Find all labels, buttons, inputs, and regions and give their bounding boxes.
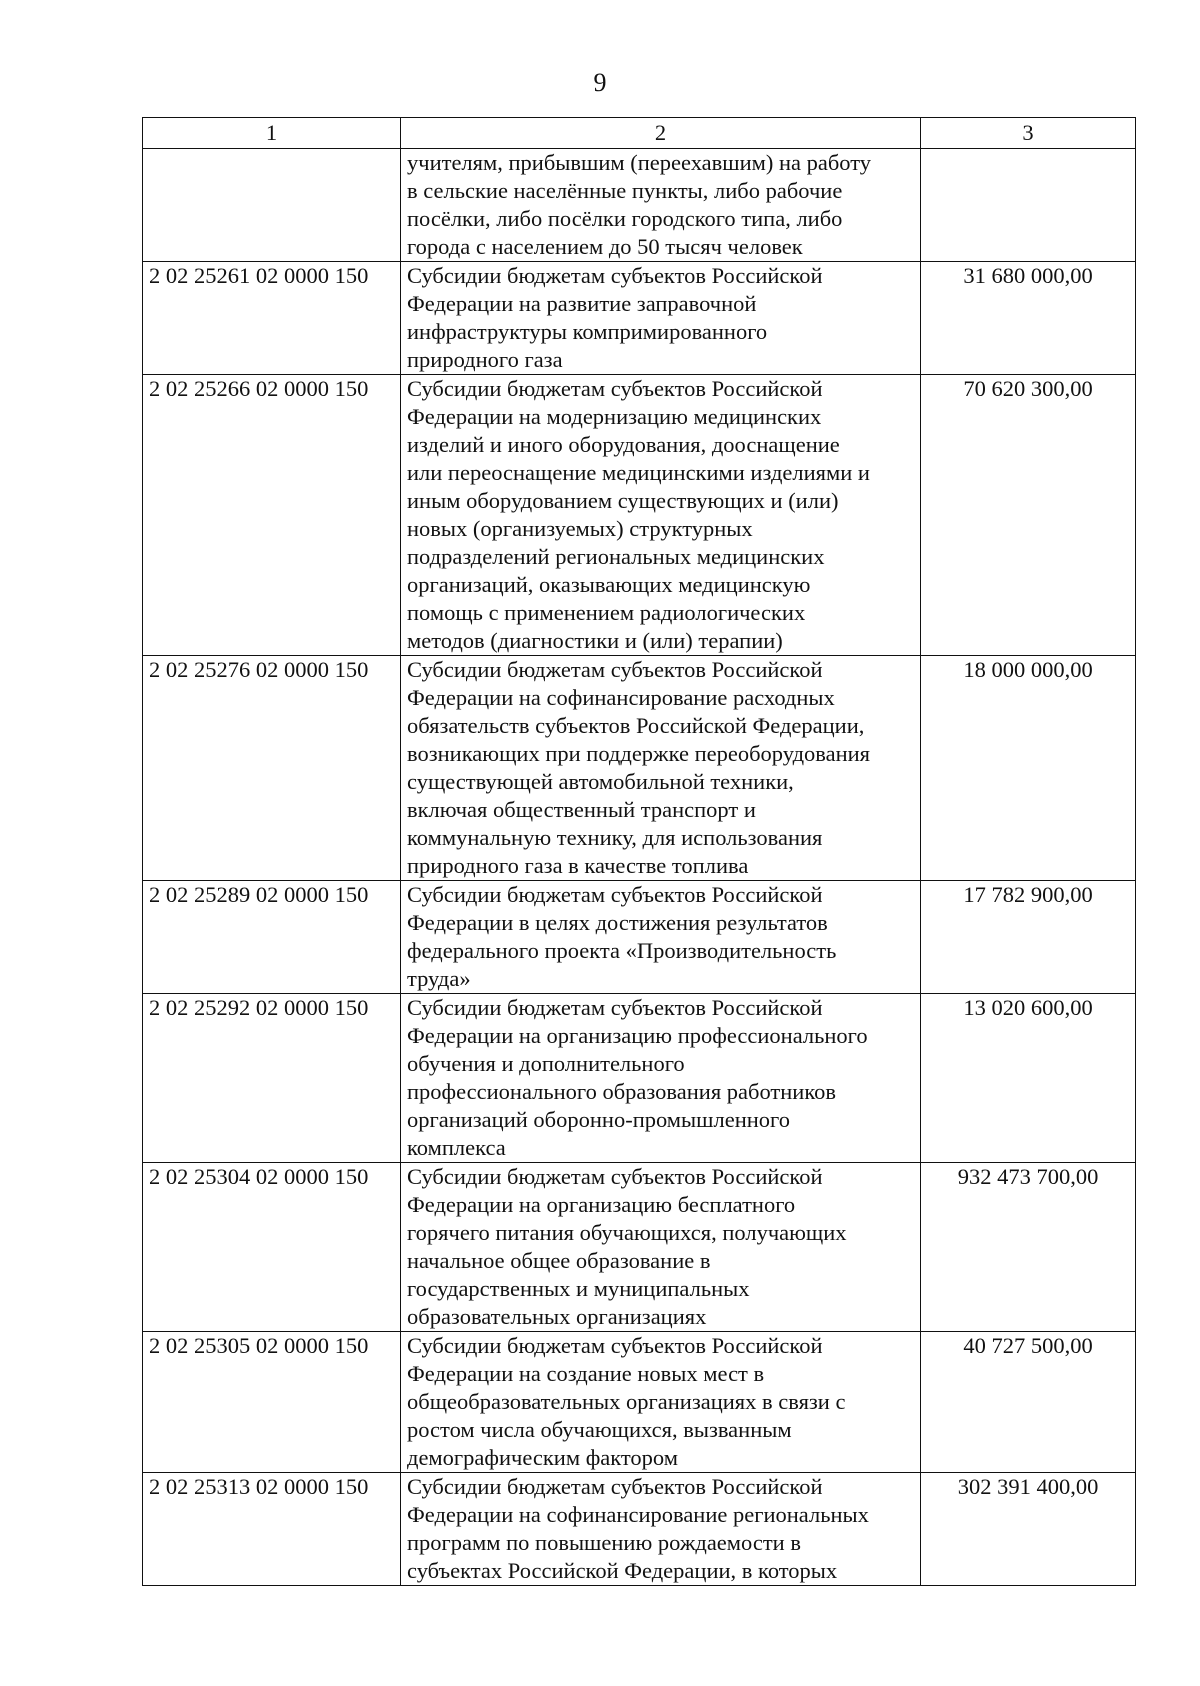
description-line: образовательных организациях [407,1304,707,1329]
description-line: субъектах Российской Федерации, в которых [407,1558,838,1583]
description-line: Федерации на создание новых мест в [407,1361,765,1386]
table-row [143,262,1136,375]
description-line: обязательств субъектов Российской Федерации, [407,713,865,738]
description-cell [401,1473,921,1586]
description-line: существующей автомобильной техники, [407,769,794,794]
amount-cell: 302 391 400,00 [921,1473,1136,1586]
description-line: природного газа в качестве топлива [407,853,749,878]
description-line: организаций оборонно-промышленного [407,1107,790,1132]
description-line: ростом числа обучающихся, вызванным [407,1417,792,1442]
description-cell [401,1332,921,1473]
description-line: города с населением до 50 тысяч человек [407,234,803,259]
description-line: Федерации на организацию профессионального [407,1023,868,1048]
budget-code-cell: 2 02 25305 02 0000 150 [143,1332,401,1473]
description-line: методов (диагностики и (или) терапии) [407,628,783,653]
description-line: профессионального образования работников [407,1079,837,1104]
table-row [143,994,1136,1163]
budget-code-cell: 2 02 25292 02 0000 150 [143,994,401,1163]
column-header-code: 1 [143,118,401,149]
description-line: коммунальную технику, для использования [407,825,823,850]
description-line: организаций, оказывающих медицинскую [407,572,811,597]
description-line: инфраструктуры компримированного [407,319,768,344]
amount-cell: 70 620 300,00 [921,375,1136,656]
description-line: демографическим фактором [407,1445,678,1470]
description-line: возникающих при поддержке переоборудования [407,741,871,766]
table-row [143,149,1136,262]
description-cell [401,994,921,1163]
budget-code-cell: 2 02 25313 02 0000 150 [143,1473,401,1586]
description-cell [401,375,921,656]
table-row [143,375,1136,656]
column-header-amount: 3 [921,118,1136,149]
description-cell [401,149,921,262]
budget-code-cell: 2 02 25276 02 0000 150 [143,656,401,881]
amount-cell: 18 000 000,00 [921,656,1136,881]
amount-cell: 31 680 000,00 [921,262,1136,375]
amount-cell: 40 727 500,00 [921,1332,1136,1473]
description-line: в сельские населённые пункты, либо рабочие [407,178,843,203]
description-line: государственных и муниципальных [407,1276,750,1301]
description-line: Федерации на модернизацию медицинских [407,404,822,429]
description-cell [401,881,921,994]
description-line: горячего питания обучающихся, получающих [407,1220,847,1245]
description-line: программ по повышению рождаемости в [407,1530,801,1555]
description-line: общеобразовательных организациях в связи с [407,1389,846,1414]
budget-code-cell: 2 02 25261 02 0000 150 [143,262,401,375]
description-line: Федерации на софинансирование расходных [407,685,835,710]
description-line: Субсидии бюджетам субъектов Российской [407,995,823,1020]
amount-cell: 17 782 900,00 [921,881,1136,994]
description-line: иным оборудованием существующих и (или) [407,488,839,513]
description-cell [401,262,921,375]
table-body [143,149,1136,1586]
amount-cell: 13 020 600,00 [921,994,1136,1163]
description-line: или переоснащение медицинскими изделиями и [407,460,870,485]
description-line: Субсидии бюджетам субъектов Российской [407,376,823,401]
table-row [143,1163,1136,1332]
budget-revenue-table [142,117,1136,1586]
description-cell [401,656,921,881]
description-line: учителям, прибывшим (переехавшим) на работу [407,150,872,175]
description-line: федерального проекта «Производительность [407,938,837,963]
description-line: Субсидии бюджетам субъектов Российской [407,882,823,907]
table-row [143,881,1136,994]
page-number: 9 [593,68,607,97]
description-line: новых (организуемых) структурных [407,516,753,541]
budget-code-cell [143,149,401,262]
description-line: Субсидии бюджетам субъектов Российской [407,1474,823,1499]
description-line: Субсидии бюджетам субъектов Российской [407,657,823,682]
table-row [143,656,1136,881]
table-row [143,1332,1136,1473]
description-line: труда» [407,966,471,991]
description-line: изделий и иного оборудования, дооснащение [407,432,840,457]
description-line: обучения и дополнительного [407,1051,685,1076]
description-line: подразделений региональных медицинских [407,544,825,569]
description-line: включая общественный транспорт и [407,797,756,822]
column-header-name: 2 [401,118,921,149]
table-header-row [143,118,1136,149]
description-line: Субсидии бюджетам субъектов Российской [407,1333,823,1358]
description-line: Федерации в целях достижения результатов [407,910,828,935]
table-row [143,1473,1136,1586]
description-line: начальное общее образование в [407,1248,711,1273]
description-line: Субсидии бюджетам субъектов Российской [407,263,823,288]
amount-cell [921,149,1136,262]
description-line: природного газа [407,347,563,372]
description-line: комплекса [407,1135,506,1160]
budget-code-cell: 2 02 25304 02 0000 150 [143,1163,401,1332]
description-cell [401,1163,921,1332]
description-line: Федерации на организацию бесплатного [407,1192,796,1217]
amount-cell: 932 473 700,00 [921,1163,1136,1332]
description-line: посёлки, либо посёлки городского типа, либо [407,206,843,231]
description-line: помощь с применением радиологических [407,600,806,625]
budget-code-cell: 2 02 25266 02 0000 150 [143,375,401,656]
description-line: Субсидии бюджетам субъектов Российской [407,1164,823,1189]
description-line: Федерации на софинансирование региональных [407,1502,869,1527]
budget-code-cell: 2 02 25289 02 0000 150 [143,881,401,994]
description-line: Федерации на развитие заправочной [407,291,757,316]
